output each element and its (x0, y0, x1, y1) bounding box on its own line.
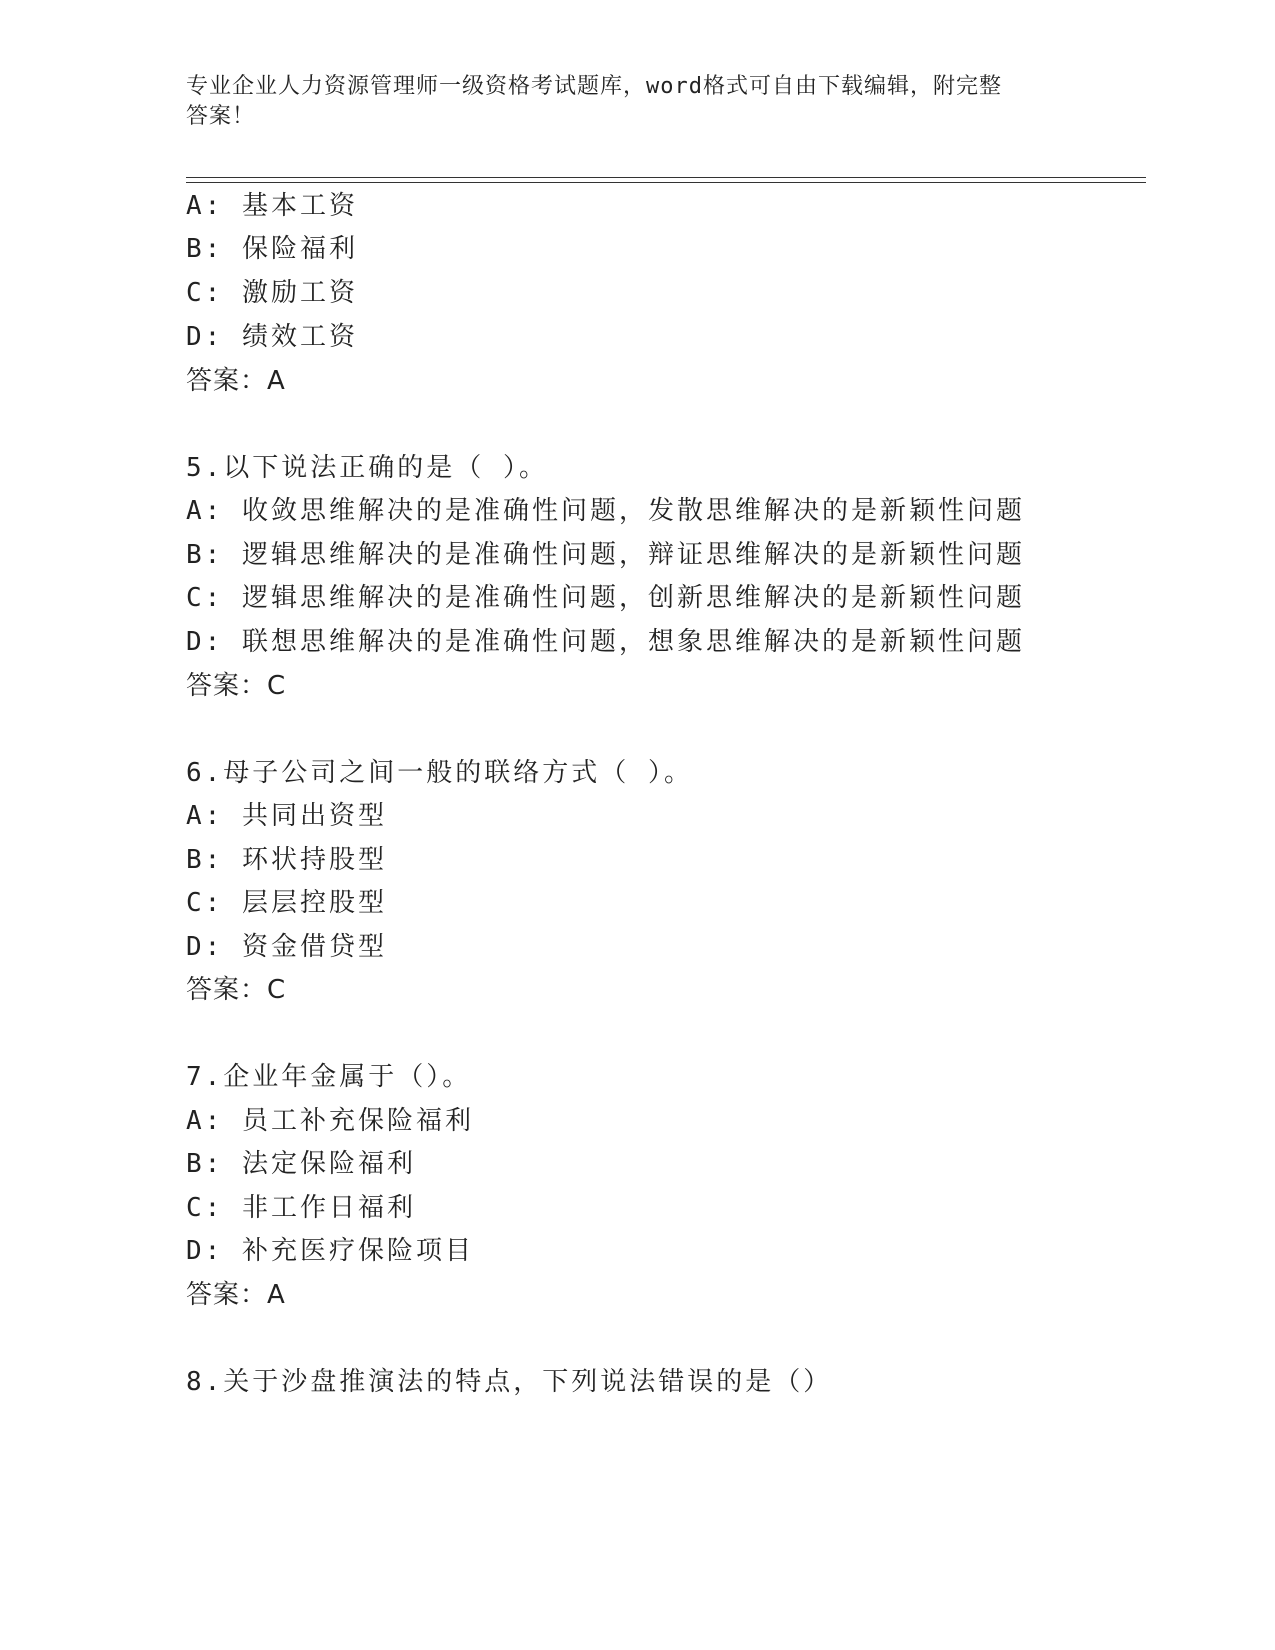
q6-option-a: A: 共同出资型 (186, 801, 387, 831)
header-divider-bottom (186, 182, 1146, 183)
q5-option-c: C: 逻辑思维解决的是准确性问题，创新思维解决的是新颖性问题 (186, 583, 1025, 613)
q4-option-b: B: 保险福利 (186, 234, 358, 264)
q7-option-d: D: 补充医疗保险项目 (186, 1236, 474, 1266)
q6-option-c: C: 层层控股型 (186, 888, 387, 918)
q5-answer: 答案：C (186, 671, 287, 701)
q4-option-c: C: 激励工资 (186, 278, 358, 308)
header-divider-top (186, 177, 1146, 178)
q7-option-b: B: 法定保险福利 (186, 1149, 416, 1179)
q5-option-d: D: 联想思维解决的是准确性问题，想象思维解决的是新颖性问题 (186, 627, 1025, 657)
q8-question: 8.关于沙盘推演法的特点，下列说法错误的是（） (186, 1367, 833, 1397)
q5-question: 5.以下说法正确的是（ ）。 (186, 453, 548, 483)
q7-option-c: C: 非工作日福利 (186, 1193, 416, 1223)
q4-answer: 答案：A (186, 366, 286, 396)
q7-question: 7.企业年金属于（）。 (186, 1062, 472, 1092)
q6-question: 6.母子公司之间一般的联络方式（ ）。 (186, 758, 693, 788)
q4-option-a: A: 基本工资 (186, 191, 358, 221)
header-line-1: 专业企业人力资源管理师一级资格考试题库，word格式可自由下载编辑，附完整 (186, 74, 1002, 99)
q7-option-a: A: 员工补充保险福利 (186, 1106, 474, 1136)
q6-option-d: D: 资金借贷型 (186, 932, 387, 962)
q6-option-b: B: 环状持股型 (186, 845, 387, 875)
q6-answer: 答案：C (186, 975, 287, 1005)
q7-answer: 答案：A (186, 1280, 286, 1310)
header-line-2: 答案！ (186, 104, 256, 129)
document-header (186, 72, 1066, 132)
q5-option-b: B: 逻辑思维解决的是准确性问题，辩证思维解决的是新颖性问题 (186, 540, 1025, 570)
q5-option-a: A: 收敛思维解决的是准确性问题，发散思维解决的是新颖性问题 (186, 496, 1025, 526)
q4-option-d: D: 绩效工资 (186, 322, 358, 352)
